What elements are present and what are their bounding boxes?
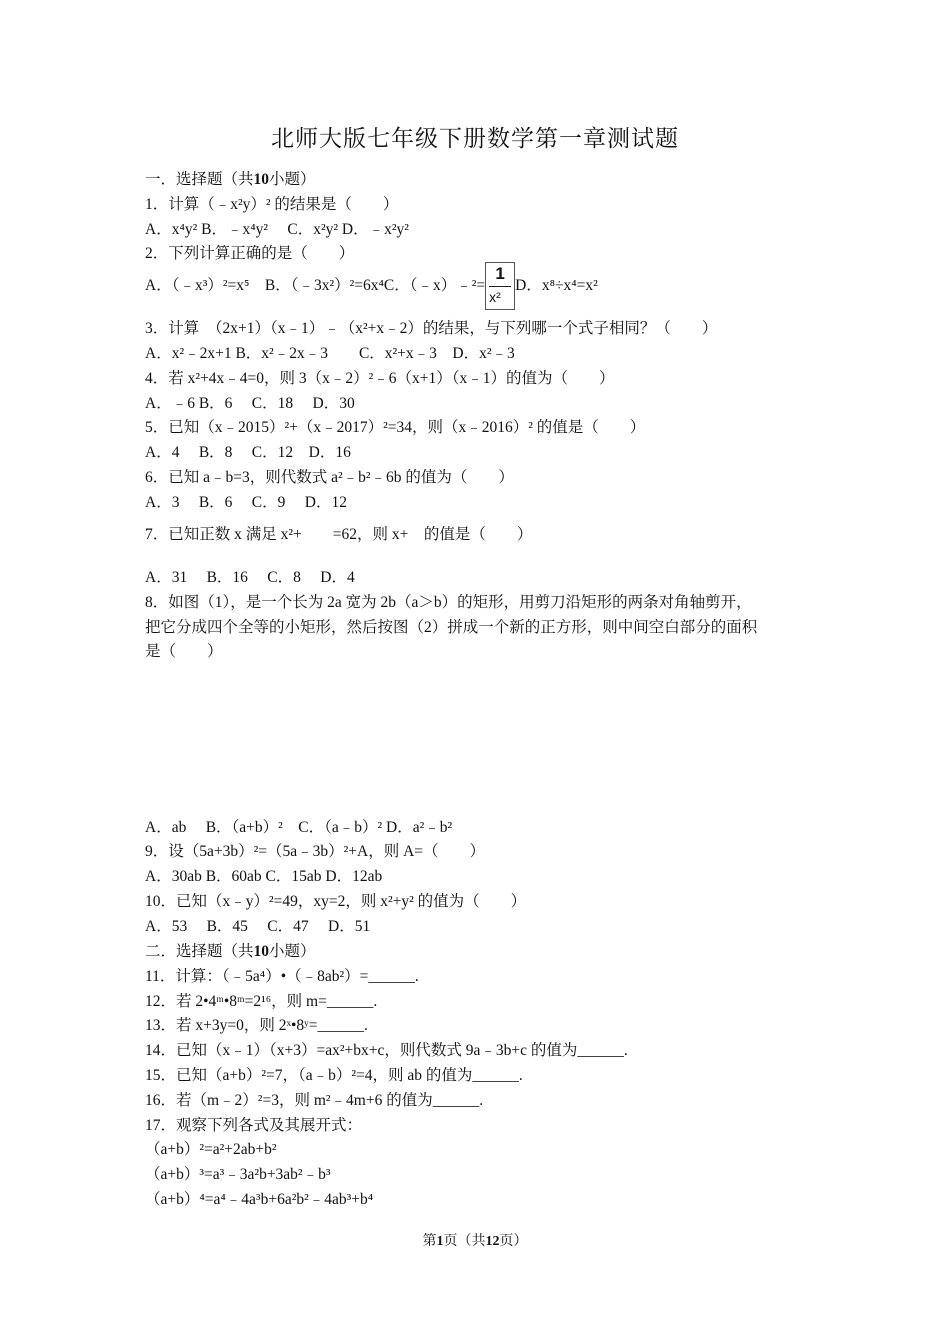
q17-expansion-3: （a+b）⁴=a⁴﹣4a³b+6a²b²﹣4ab³+b⁴: [145, 1191, 374, 1208]
q13: 13．若 x+3y=0，则 2ˣ•8ʸ=______.: [145, 1017, 368, 1034]
q9-options: A．30ab B．60ab C．15ab D．12ab: [145, 868, 383, 885]
q16: 16．若（m﹣2）²=3，则 m²﹣4m+6 的值为______.: [145, 1092, 484, 1109]
q4-options: A．﹣6 B．6 C．18 D．30: [145, 395, 355, 412]
q6-options: A．3 B．6 C．9 D．12: [145, 494, 347, 511]
q8-stem-line-3: 是（ ）: [145, 643, 223, 660]
q2-options: A．（﹣x³）²=x⁵ B．（﹣3x²）²=6x⁴C．（﹣x）﹣²= $\frac{1}{\text{x²}}$ D．x⁸÷x⁴=x²: [145, 276, 598, 296]
q8-stem-line-2: 把它分成四个全等的小矩形，然后按图（2）拼成一个新的正方形，则中间空白部分的面积: [145, 619, 758, 636]
page-title: 北师大版七年级下册数学第一章测试题: [271, 126, 679, 151]
q10-stem: 10．已知（x﹣y）²=49，xy=2，则 x²+y² 的值为（ ）: [145, 893, 527, 910]
q10-options: A．53 B．45 C．47 D．51: [145, 918, 371, 935]
page-footer: 第1页（共12页）: [422, 1234, 528, 1249]
q7-options: A．31 B．16 C．8 D．4: [145, 569, 355, 586]
q17-expansion-2: （a+b）³=a³﹣3a²b+3ab²﹣b³: [145, 1166, 331, 1183]
q8-options: A．ab B．（a+b）² C．（a﹣b）² D．a²﹣b²: [145, 819, 453, 836]
q9-stem: 9．设（5a+3b）²=（5a﹣3b）²+A，则 A=（ ）: [145, 843, 486, 860]
q14: 14．已知（x﹣1）（x+3）=ax²+bx+c，则代数式 9a﹣3b+c 的值为______.: [145, 1042, 628, 1059]
q17-stem: 17．观察下列各式及其展开式：: [145, 1117, 363, 1134]
q15: 15．已知（a+b）²=7，（a﹣b）²=4，则 ab 的值为______.: [145, 1067, 523, 1084]
q3-stem: 3．计算 （2x+1）（x﹣1）﹣（x²+x﹣2）的结果，与下列哪一个式子相同？（ ）: [145, 320, 718, 337]
q3-options: A．x²﹣2x+1 B．x²﹣2x﹣3 C．x²+x﹣3 D．x²﹣3: [145, 345, 515, 362]
q4-stem: 4．若 x²+4x﹣4=0，则 3（x﹣2）²﹣6（x+1）（x﹣1）的值为（ ）: [145, 370, 615, 387]
q17-expansion-1: （a+b）²=a²+2ab+b²: [145, 1141, 277, 1158]
q1-stem: 1．计算（﹣x²y）² 的结果是（ ）: [145, 196, 399, 213]
q5-stem: 5．已知（x﹣2015）²+（x﹣2017）²=34，则（x﹣2016）² 的值是（ ）: [145, 419, 646, 436]
q7-stem: 7．已知正数 x 满足 x²+ =62，则 x+ 的值是（ ）: [145, 526, 533, 543]
section-1-heading: 一．选择题（共10小题）: [145, 171, 316, 188]
q8-stem-line-1: 8．如图（1），是一个长为 2a 宽为 2b（a＞b）的矩形，用剪刀沿矩形的两条对角轴剪开，: [145, 594, 752, 611]
fraction-image: $\frac{1}{\text{x²}}$: [485, 262, 515, 310]
q2-stem: 2．下列计算正确的是（ ）: [145, 245, 355, 262]
q6-stem: 6．已知 a﹣b=3，则代数式 a²﹣b²﹣6b 的值为（ ）: [145, 469, 514, 486]
section-2-heading: 二．选择题（共10小题）: [145, 943, 316, 960]
q1-options: A．x⁴y² B．﹣x⁴y² C．x²y² D．﹣x²y²: [145, 221, 409, 238]
q5-options: A．4 B．8 C．12 D．16: [145, 444, 351, 461]
q12: 12．若 2•4ᵐ•8ᵐ=2¹⁶，则 m=______.: [145, 993, 378, 1010]
q11: 11．计算：（﹣5a⁴）•（﹣8ab²）=______.: [145, 968, 419, 985]
